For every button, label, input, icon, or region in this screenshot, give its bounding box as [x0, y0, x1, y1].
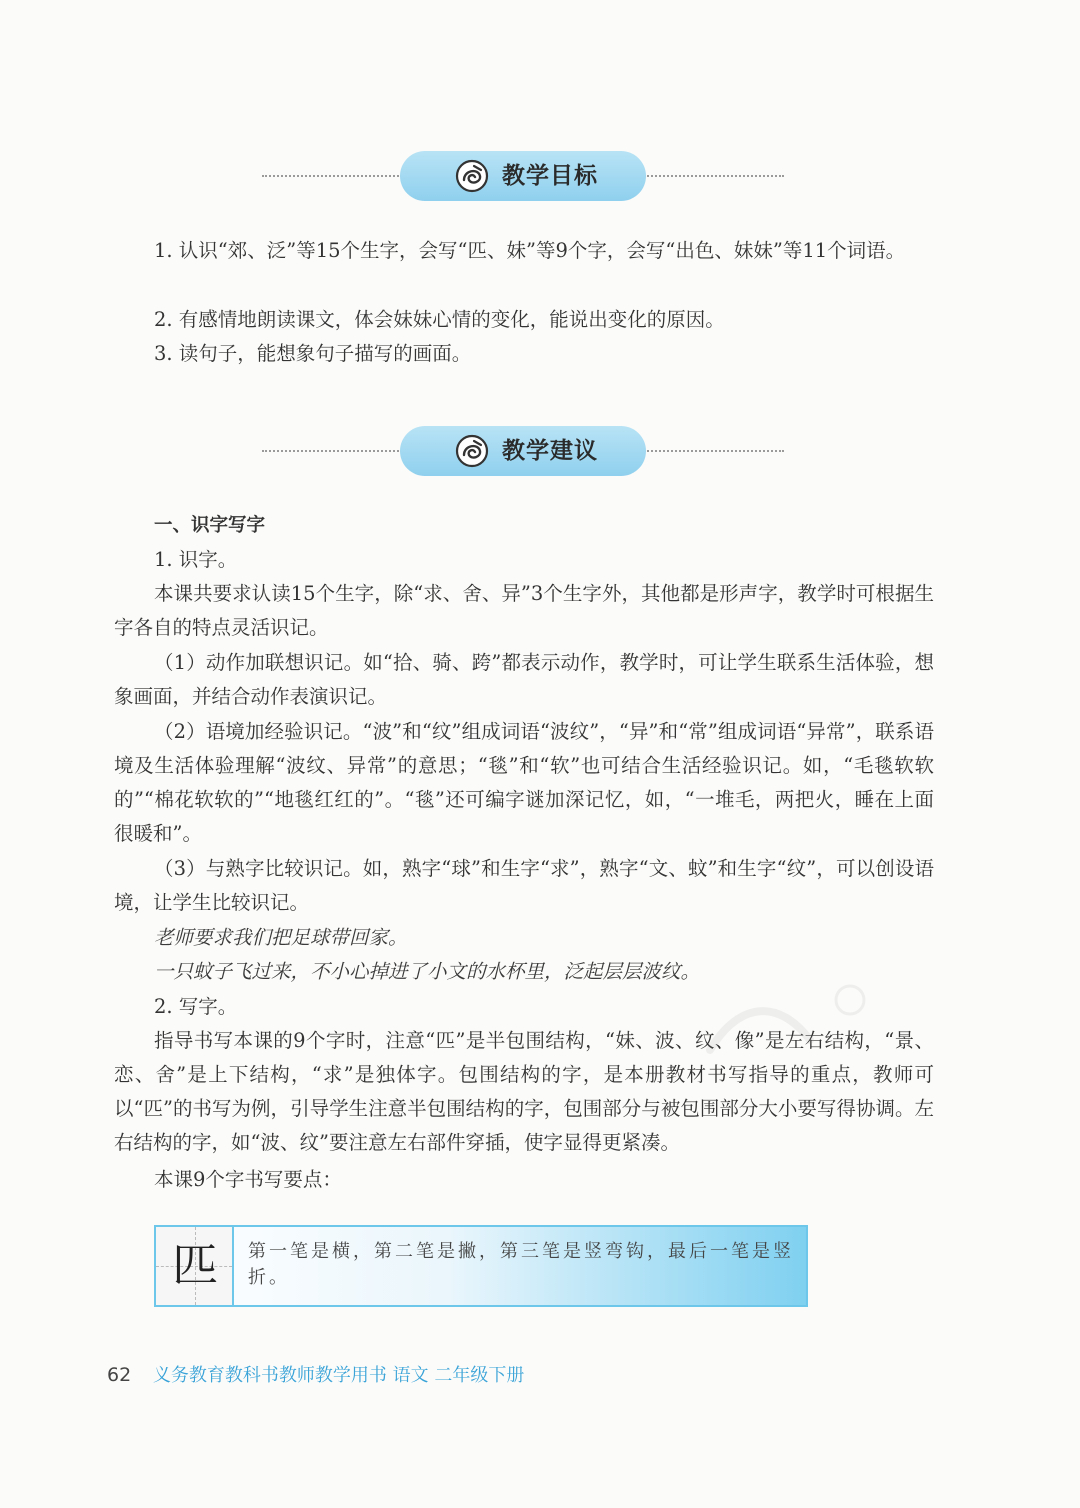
paragraph-4: （3）与熟字比较识记。如，熟字“球”和生字“求”，熟字“文、蚊”和生字“纹”，可以创设语境，让学生比较识记。 — [114, 857, 934, 914]
book-title: 义务教育教科书教师教学用书 语文 二年级下册 — [152, 1365, 525, 1386]
section-header-goals — [262, 151, 784, 201]
paragraph-3: （2）语境加经验识记。“波”和“纹”组成词语“波纹”，“异”和“常”组成词语“异常”，联系语境及生活体验理解“波纹、异常”的意思；“毯”和“软”也可结合生活经验识记。如，“毛毯软软的”“棉花软软的”“地毯红红的”。“毯”还可编字谜加深记忆，如，“一堆毛，两把火，睡在上面很暖和”。 — [114, 720, 934, 845]
goal-item-2: 2. 有感情地朗读课文，体会妹妹心情的变化，能说出变化的原因。 — [154, 308, 725, 331]
paragraph-6: 本课9个字书写要点： — [154, 1168, 342, 1191]
dotted-rule-right — [644, 450, 784, 452]
paragraph-2: （1）动作加联想识记。如“拾、骑、跨”都表示动作，教学时，可让学生联系生活体验，想象画面，并结合动作表演识记。 — [114, 651, 934, 708]
character-grid-cell — [156, 1227, 234, 1305]
swirl-icon — [454, 158, 490, 194]
goal-item-3: 3. 读句子，能想象句子描写的画面。 — [154, 342, 472, 365]
subheading-recognize: 1. 识字。 — [154, 548, 238, 571]
page-footer — [107, 1362, 524, 1389]
character-writing-box — [154, 1225, 808, 1307]
section-title-pill — [400, 151, 646, 201]
paragraph-5: 指导书写本课的9个字时，注意“匹”是半包围结构，“妹、波、纹、像”是左右结构，“景、恋、舍”是上下结构，“求”是独体字。包围结构的字，是本册教材书写指导的重点，教师可以“匹”的书写为例，引导学生注意半包围结构的字，包围部分与被包围部分大小要写得协调。左右结构的字，如“波、纹”要注意左右部件穿插，使字显得更紧凑。 — [114, 1029, 934, 1154]
section-title-pill — [400, 426, 646, 476]
paragraph-1: 本课共要求认读15个生字，除“求、舍、异”3个生字外，其他都是形声字，教学时可根据生字各自的特点灵活识记。 — [114, 582, 934, 639]
goal-item-1: 1. 认识“郊、泛”等15个生字，会写“匹、妹”等9个字，会写“出色、妹妹”等11个词语。 — [154, 239, 906, 262]
subheading-literacy: 一、识字写字 — [154, 515, 266, 536]
example-sentence-2: 一只蚊子飞过来，不小心掉进了小文的水杯里，泛起层层波纹。 — [154, 960, 701, 983]
dotted-rule-right — [644, 175, 784, 177]
section-title: 教学目标 — [502, 163, 598, 189]
section-title: 教学建议 — [502, 438, 598, 464]
stroke-description: 第一笔是横，第二笔是撇，第三笔是竖弯钩，最后一笔是竖折。 — [248, 1241, 794, 1288]
dotted-rule-left — [262, 175, 402, 177]
swirl-icon — [454, 433, 490, 469]
example-sentence-1: 老师要求我们把足球带回家。 — [154, 926, 408, 949]
dotted-rule-left — [262, 450, 402, 452]
subheading-writing: 2. 写字。 — [154, 995, 238, 1018]
section-header-suggestions — [262, 426, 784, 476]
watermark-logo — [700, 980, 880, 1070]
character-glyph: 匹 — [172, 1238, 218, 1292]
page-number: 62 — [107, 1364, 132, 1386]
